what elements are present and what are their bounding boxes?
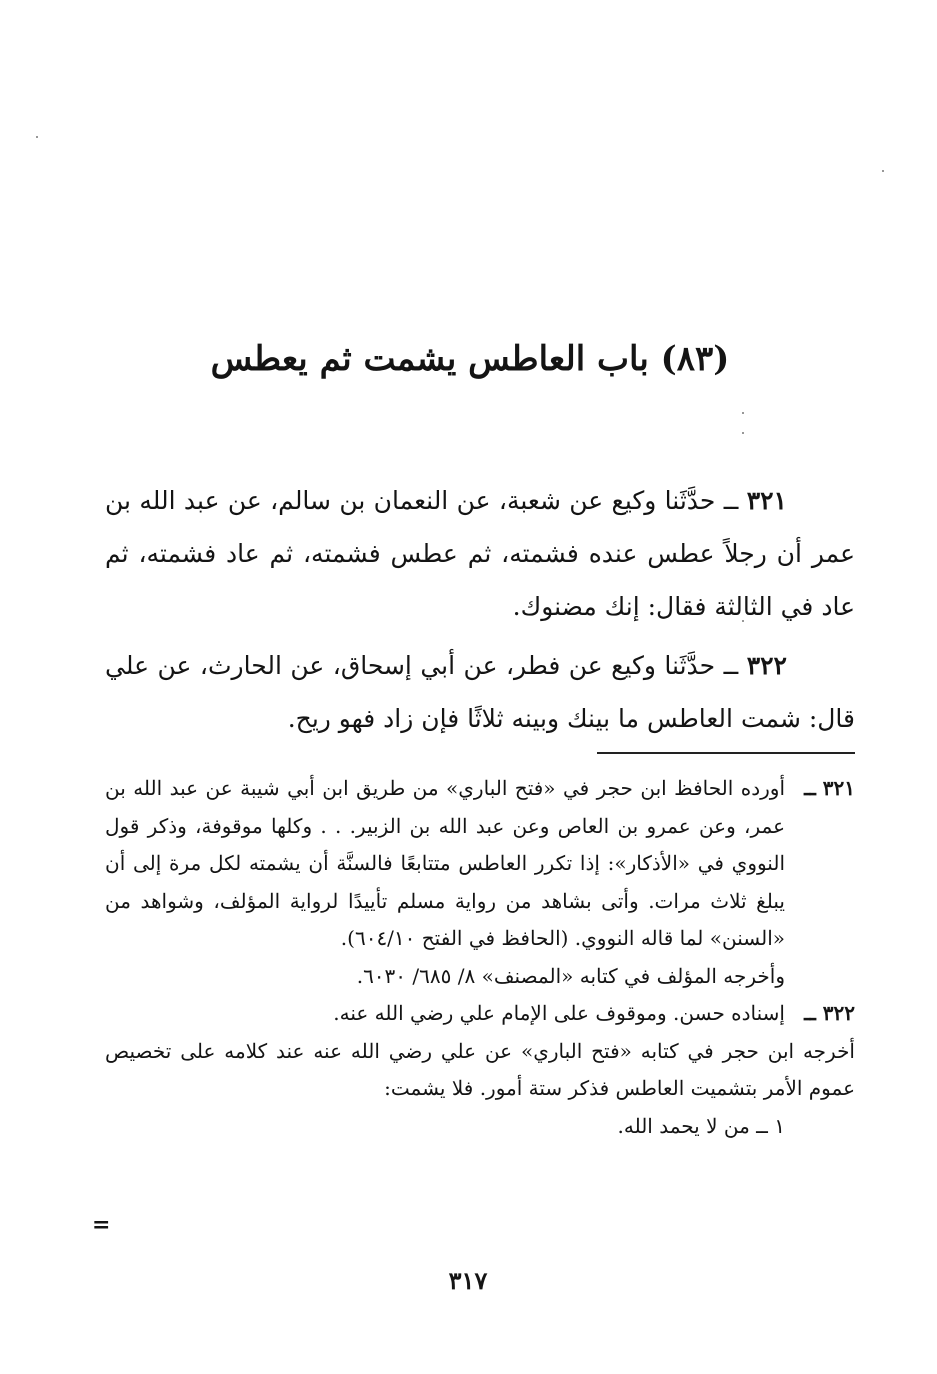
footnotes	[105, 770, 855, 1145]
footnote-322	[105, 995, 855, 1033]
footnote-paragraph: أورده الحافظ ابن حجر في «فتح الباري» من طريق ابن أبي شيبة عن عبد الله بن عمر، وعن عمرو بن العاص وعن عبد الله بن الزبير. . . وكلها موقوفة، وذكر قول النووي في «الأذكار»: إذا تكرر العاطس متتابعًا فالسنَّة أن يشمته لكل مرة إلى أن يبلغ ثلاث مرات. وأتى بشاهد من رواية مسلم تأييدًا لرواية المؤلف، وشواهد من «السنن» لما قاله النووي. (الحافظ في الفتح ٦٠٤/١٠).	[105, 776, 785, 950]
scan-speck	[36, 136, 38, 138]
footnote-list-item: ١ ــ من لا يحمد الله.	[617, 1113, 785, 1138]
footnote-paragraph: وأخرجه المؤلف في كتابه «المصنف» ٨/ ٦٨٥/ ٦٠٣٠.	[356, 963, 785, 988]
scan-speck	[742, 432, 744, 434]
footnote-number: ٣٢٢ ــ	[804, 1001, 855, 1025]
footnote-number: ٣٢١ ــ	[804, 776, 855, 800]
footnote-separator	[597, 752, 855, 754]
scan-speck	[882, 170, 884, 172]
scan-speck	[742, 412, 744, 414]
footnote-321	[105, 770, 855, 995]
footnote-continuation: أخرجه ابن حجر في كتابه «فتح الباري» عن علي رضي الله عنه عند كلامه على تخصيص عموم الأمر بتشميت العاطس فذكر ستة أمور. فلا يشمت:	[105, 1038, 855, 1100]
continuation-mark: =	[92, 1212, 111, 1238]
page-number: ٣١٧	[448, 1266, 488, 1295]
chapter-title: (٨٣) باب العاطس يشمت ثم يعطس	[210, 339, 730, 379]
main-text	[105, 474, 855, 751]
hadith-text: ــ حدَّثَنا وكيع عن شعبة، عن النعمان بن سالم، عن عبد الله بن عمر أن رجلاً عطس عنده فشمته، ثم عطس فشمته، ثم عاد فشمته، ثم عاد في الثالثة فقال: إنك مضنوك.	[105, 486, 855, 621]
hadith-text: ــ حدَّثَنا وكيع عن فطر، عن أبي إسحاق، عن الحارث، عن علي قال: شمت العاطس ما بينك وبينه ثلاثًا فإن زاد فهو ريح.	[105, 651, 855, 733]
footnote-paragraph: إسناده حسن. وموقوف على الإمام علي رضي الله عنه.	[333, 1001, 785, 1025]
hadith-321	[105, 474, 855, 633]
hadith-322	[105, 639, 855, 745]
hadith-number: ٣٢٢	[746, 651, 787, 680]
hadith-number: ٣٢١	[746, 486, 787, 515]
